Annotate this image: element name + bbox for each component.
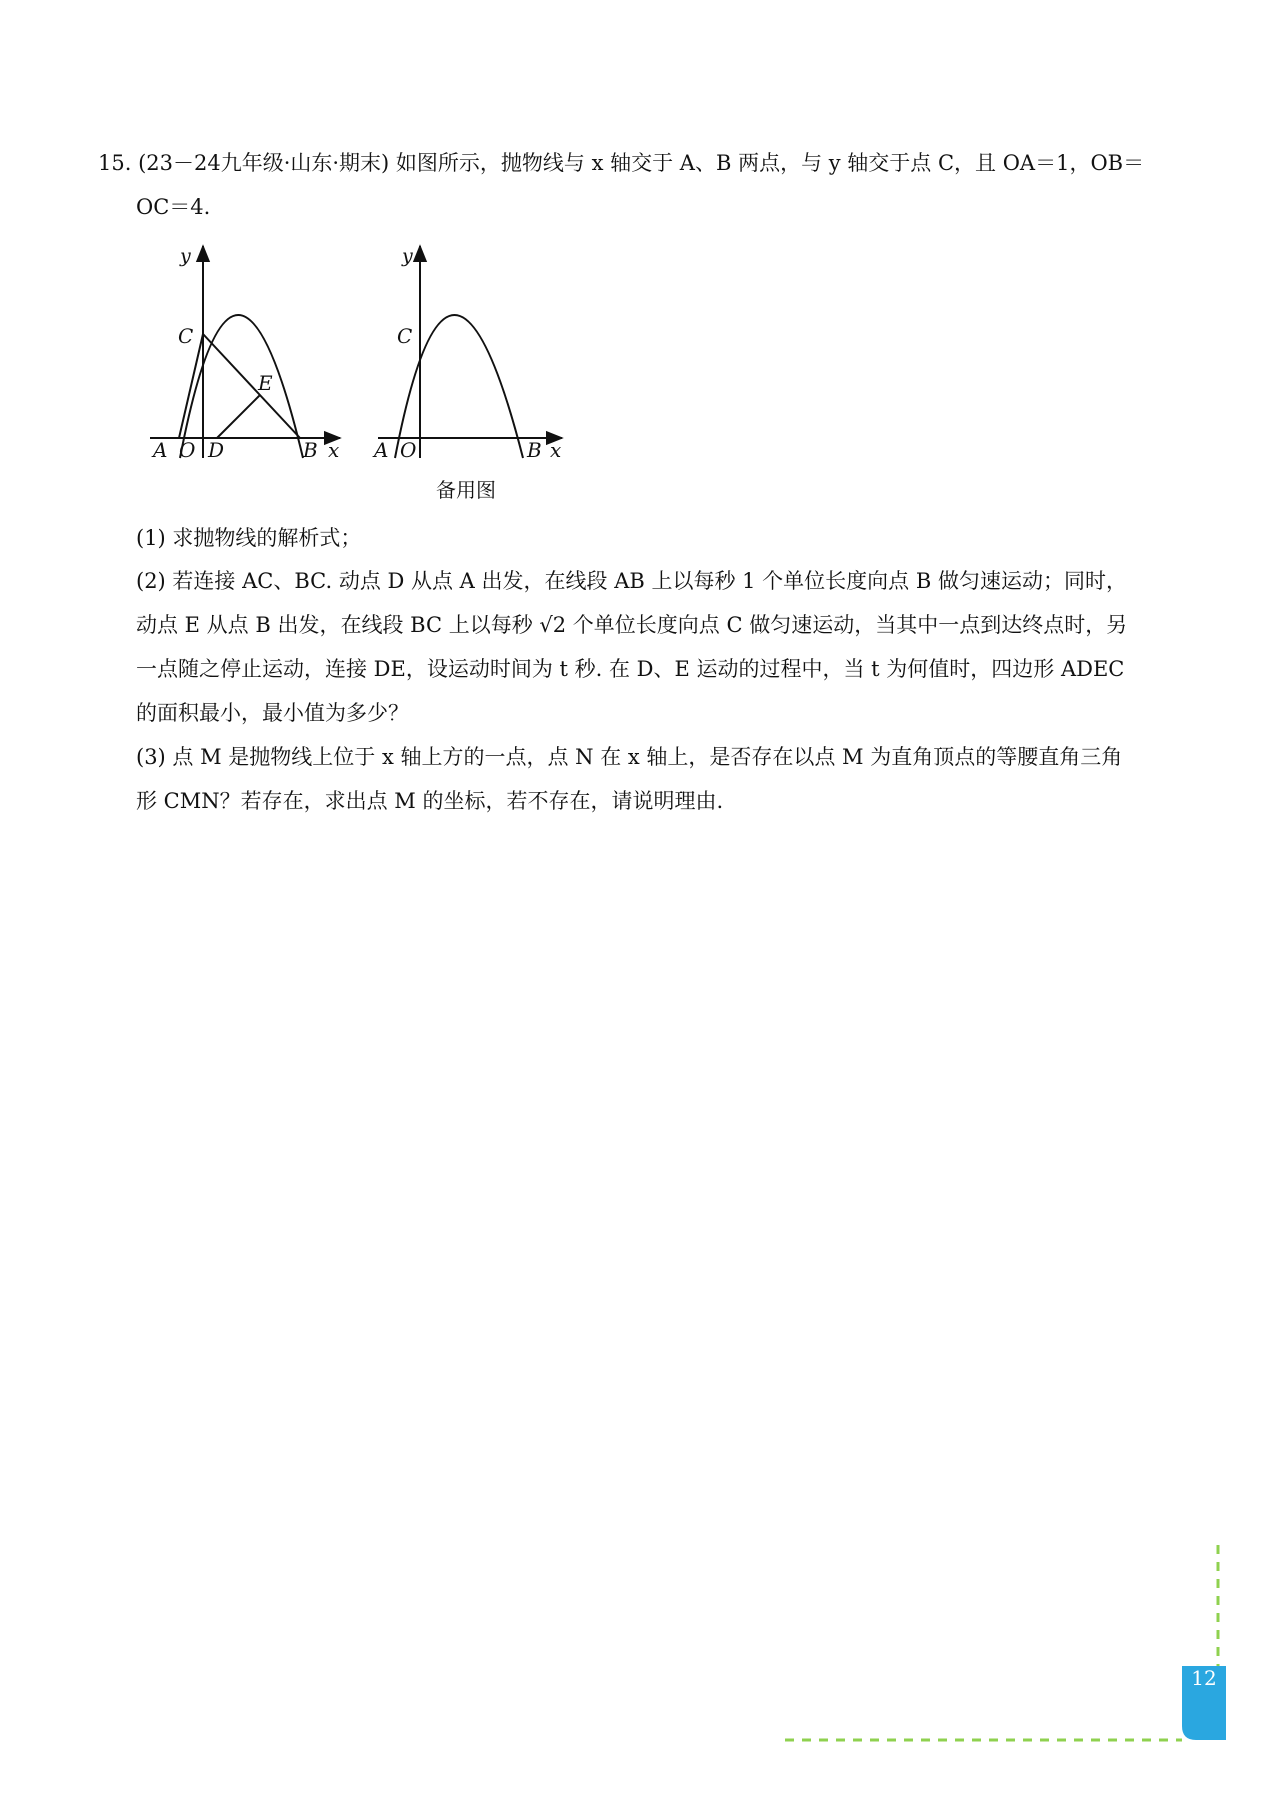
fig1-label-b: B <box>303 438 318 462</box>
part1-line: (1) 求抛物线的解析式； <box>136 526 362 550</box>
part2-line-1: (2) 若连接 AC、BC. 动点 D 从点 A 出发，在线段 AB 上以每秒 1 个单位长度向点 B 做匀速运动；同时， <box>136 569 1127 593</box>
question-line-2: OC＝4. <box>136 195 211 219</box>
page-number: 12 <box>1191 1666 1217 1690</box>
fig2-label-a: A <box>374 438 389 462</box>
part2-line-4: 的面积最小，最小值为多少？ <box>136 701 409 725</box>
fig1-label-a: A <box>153 438 168 462</box>
part2-line-2: 动点 E 从点 B 出发，在线段 BC 上以每秒 √2 个单位长度向点 C 做匀速运动，当其中一点到达终点时，另 <box>136 613 1128 637</box>
fig2-label-o: O <box>400 438 417 462</box>
fig1-label-c: C <box>178 324 194 348</box>
fig1-label-e: E <box>258 371 273 395</box>
part3-line-1: (3) 点 M 是抛物线上位于 x 轴上方的一点，点 N 在 x 轴上，是否存在以点 M 为直角顶点的等腰直角三角 <box>136 745 1123 769</box>
fig2-label-x: x <box>550 438 562 462</box>
fig1-label-y: y <box>180 245 191 267</box>
fig1-label-x: x <box>328 438 340 462</box>
fig1-label-o: O <box>179 438 196 462</box>
figure-caption: 备用图 <box>436 478 496 502</box>
fig2-label-c: C <box>397 324 413 348</box>
part3-line-2: 形 CMN？若存在，求出点 M 的坐标，若不存在，请说明理由. <box>136 789 724 813</box>
fig1-label-d: D <box>208 438 225 462</box>
part2-line-3: 一点随之停止运动，连接 DE，设运动时间为 t 秒. 在 D、E 运动的过程中，当 t 为何值时，四边形 ADEC <box>136 657 1125 681</box>
fig2-label-y: y <box>402 245 413 267</box>
question-line-1: 15. (23－24九年级·山东·期末) 如图所示，抛物线与 x 轴交于 A、B 两点，与 y 轴交于点 C，且 OA＝1，OB＝ <box>98 151 1145 175</box>
fig2-label-b: B <box>527 438 542 462</box>
